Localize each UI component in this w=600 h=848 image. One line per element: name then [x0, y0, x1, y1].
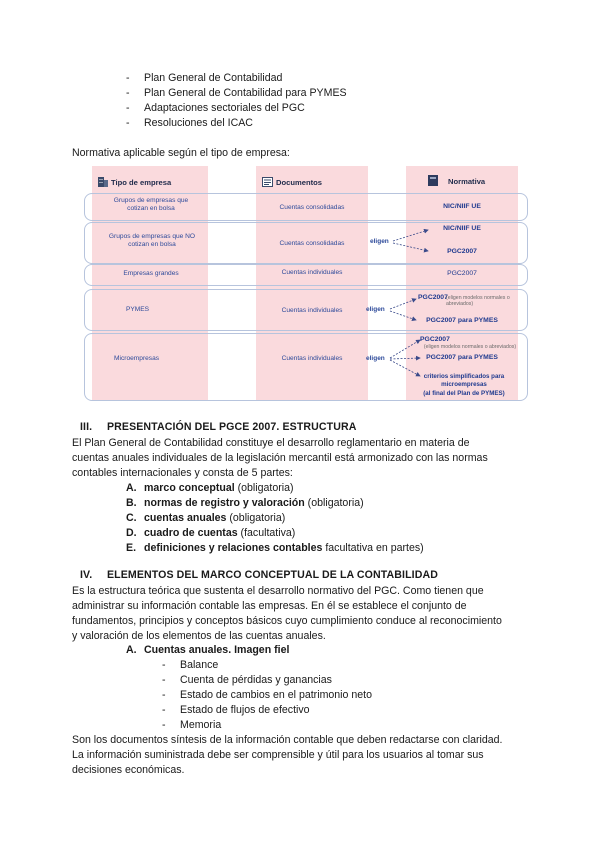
- norm-cell: NIC/NIIF UE: [443, 203, 481, 210]
- section-3-number: III.: [80, 421, 93, 433]
- tipo-cell: PYMES: [126, 306, 150, 313]
- header-tipo-label: Tipo de empresa: [111, 178, 172, 187]
- tipo-cell: Microempresas: [114, 355, 160, 362]
- arrow: [390, 311, 416, 320]
- norm-cell: PGC2007 para PYMES: [426, 317, 498, 324]
- arrow: [390, 340, 420, 358]
- paragraph-line: cuentas anuales individuales de la legislación mercantil está armonizado con las normas: [72, 452, 488, 464]
- section-3-heading: [80, 421, 357, 433]
- normativa-intro: Normativa aplicable según el tipo de empresa:: [72, 147, 290, 159]
- paragraph-line: Es la estructura teórica que sustenta el desarrollo normativo del PGC. Como tienen que: [72, 585, 484, 597]
- list-item-label: Resoluciones del ICAC: [144, 117, 253, 129]
- arrow: [390, 358, 420, 359]
- arrows: [80, 166, 530, 404]
- paragraph-line: El Plan General de Contabilidad constituye el desarrollo reglamentario en materia de: [72, 437, 470, 449]
- paragraph-line: contables internacionales y consta de 5 partes:: [72, 467, 293, 479]
- paragraph-line: y valoración de los elementos de las cuentas anuales.: [72, 630, 326, 642]
- norm-cell: PGC2007: [418, 294, 448, 301]
- list-item-label: Plan General de Contabilidad para PYMES: [144, 87, 347, 99]
- list-item-label: Adaptaciones sectoriales del PGC: [144, 102, 305, 114]
- list-item-label: Plan General de Contabilidad: [144, 72, 283, 84]
- section-4-number: IV.: [80, 569, 93, 581]
- arrow: [393, 243, 428, 251]
- paragraph-line: Son los documentos síntesis de la información contable que deben redactarse con claridad.: [72, 734, 503, 746]
- doc-cell: Cuentas individuales: [281, 355, 343, 362]
- norm-cell: PGC2007: [447, 270, 477, 277]
- doc-cell: Cuentas consolidadas: [279, 240, 345, 247]
- section-3-title: PRESENTACIÓN DEL PGCE 2007. ESTRUCTURA: [107, 421, 357, 433]
- norm-cell: criterios simplificados para microempresas: [423, 373, 505, 388]
- tipo-cell: Empresas grandes: [123, 270, 179, 277]
- eligen-label: eligen: [366, 306, 385, 313]
- list-item-label: Cuenta de pérdidas y ganancias: [180, 674, 332, 686]
- section-4-title: ELEMENTOS DEL MARCO CONCEPTUAL DE LA CONTABILIDAD: [107, 569, 438, 581]
- doc-cell: Cuentas consolidadas: [279, 204, 345, 211]
- arrow: [393, 230, 428, 241]
- list-item-label: Estado de cambios en el patrimonio neto: [180, 689, 372, 701]
- list-item-label: Balance: [180, 659, 219, 671]
- norm-note: (eligen modelos normales o abreviados): [423, 344, 517, 350]
- tipo-cell: Grupos de empresas que NO cotizan en bolsa: [108, 233, 196, 248]
- arrow: [390, 299, 416, 309]
- norm-note: (eligen modelos normales o abreviados): [446, 295, 510, 307]
- list-item-label: Estado de flujos de efectivo: [180, 704, 310, 716]
- norm-cell: NIC/NIIF UE: [443, 225, 481, 232]
- header-normativa-label: Normativa: [448, 177, 486, 186]
- arrow: [390, 360, 420, 376]
- paragraph-line: La información suministrada debe ser comprensible y útil para los usuarios al tomar sus: [72, 749, 484, 761]
- norm-cell: PGC2007: [420, 336, 450, 343]
- list-item-label: Memoria: [180, 719, 222, 731]
- header-documentos-label: Documentos: [276, 178, 322, 187]
- norm-cell: PGC2007 para PYMES: [426, 354, 498, 361]
- norm-note: (al final del Plan de PYMES): [423, 390, 505, 397]
- norm-cell: PGC2007: [447, 248, 477, 255]
- tipo-cell: Grupos de empresas que cotizan en bolsa: [113, 197, 189, 212]
- eligen-label: eligen: [366, 355, 385, 362]
- normativa-diagram: [80, 166, 530, 404]
- paragraph-line: fundamentos, principios y conceptos básicos cuyo cumplimiento conduce al reconocimiento: [72, 615, 502, 627]
- section-4-heading: [80, 569, 438, 581]
- eligen-label: eligen: [370, 238, 389, 245]
- paragraph-line: administrar su información contable las empresas. En él se establece el conjunto de: [72, 600, 467, 612]
- paragraph-line: decisiones económicas.: [72, 764, 185, 776]
- doc-cell: Cuentas individuales: [281, 269, 343, 276]
- doc-cell: Cuentas individuales: [281, 307, 343, 314]
